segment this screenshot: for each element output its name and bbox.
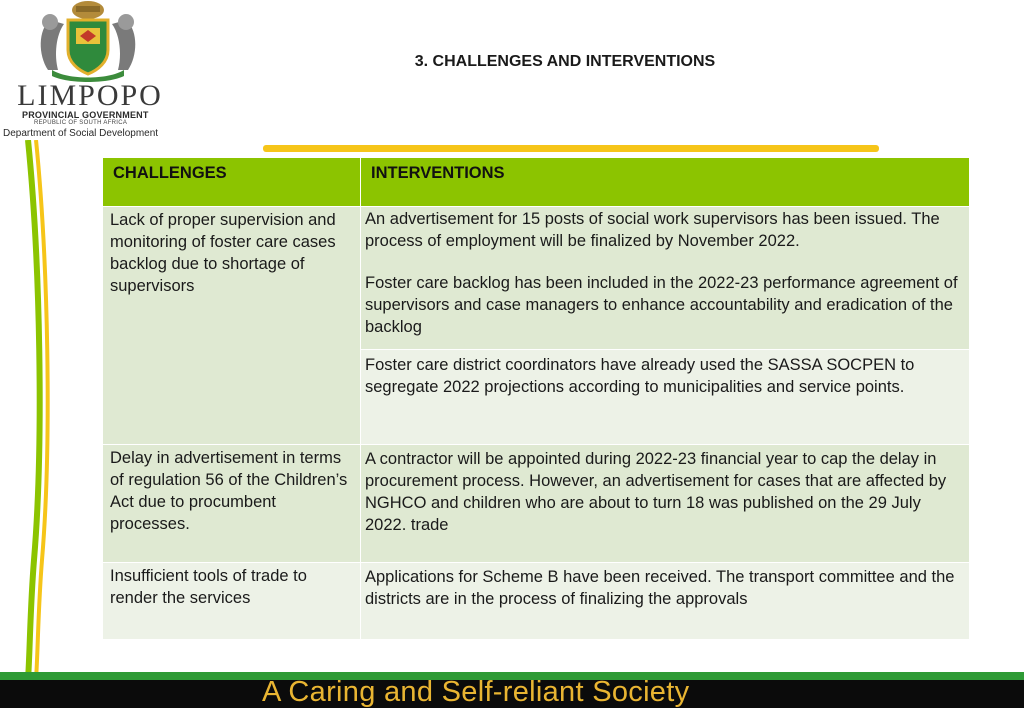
intervention-text: Foster care backlog has been included in the 2022-23 performance agreement of supervisors and case managers to enhance accountability and eradication of the backlog	[365, 274, 958, 336]
challenge-cell: Lack of proper supervision and monitoring of foster care cases backlog due to shortage of supervisors	[103, 207, 361, 445]
limpopo-logo	[0, 0, 190, 145]
column-header-interventions: INTERVENTIONS	[361, 158, 970, 207]
challenge-cell: Delay in advertisement in terms of regulation 56 of the Children’s Act due to procumbent processes.	[103, 445, 361, 563]
table-row	[103, 563, 970, 640]
page-title: 3. CHALLENGES AND INTERVENTIONS	[414, 53, 716, 70]
intervention-cell: Applications for Scheme B have been received. The transport committee and the districts are in the process of finalizing the approvals	[361, 563, 970, 640]
table-row	[103, 445, 970, 563]
footer-slogan: A Caring and Self-reliant Society	[262, 676, 690, 708]
challenge-cell: Insufficient tools of trade to render the services	[103, 563, 361, 640]
table-row	[103, 207, 970, 350]
logo-wordmark: LIMPOPO	[17, 79, 163, 112]
table-header-row	[103, 158, 970, 207]
logo-department: Department of Social Development	[3, 128, 159, 139]
intervention-cell	[361, 207, 970, 350]
intervention-text: An advertisement for 15 posts of social work supervisors has been issued. The process of employment will be finalized by November 2022.	[365, 210, 940, 250]
title-underline-bar	[263, 145, 879, 152]
intervention-cell: Foster care district coordinators have already used the SASSA SOCPEN to segregate 2022 projections according to municipalities and service points.	[361, 350, 970, 445]
column-header-challenges: CHALLENGES	[103, 158, 361, 207]
intervention-cell: A contractor will be appointed during 2022-23 financial year to cap the delay in procurement process. However, an advertisement for cases that are affected by NGHCO and children who are about to turn 18 was published on the 29 July 2022. trade	[361, 445, 970, 563]
logo-provincial-government: PROVINCIAL GOVERNMENT	[22, 110, 149, 120]
coat-of-arms-icon	[28, 0, 148, 82]
challenges-interventions-table	[102, 157, 970, 640]
decorative-curve	[0, 140, 60, 680]
logo-republic: REPUBLIC OF SOUTH AFRICA	[34, 120, 128, 126]
